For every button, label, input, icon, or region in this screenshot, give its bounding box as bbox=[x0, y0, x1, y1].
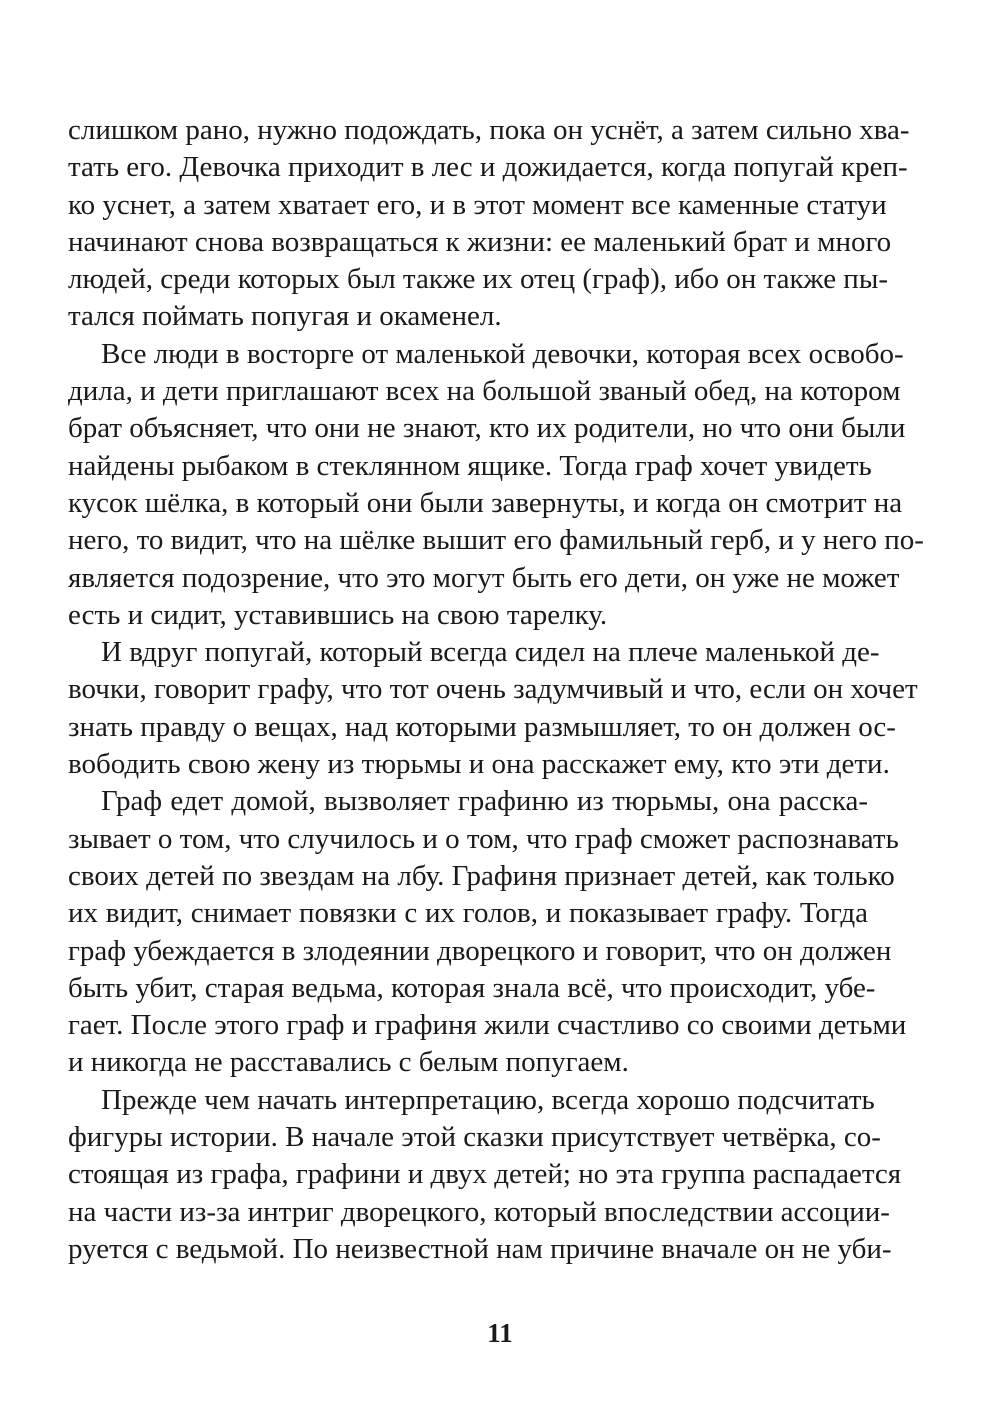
text-line: является подозрение, что это могут быть его дети, он уже не может bbox=[68, 561, 900, 594]
text-line: зывает о том, что случилось и о том, что граф сможет распознавать bbox=[68, 822, 899, 855]
text-line: Все люди в восторге от маленькой девочки, которая всех освобо- bbox=[101, 337, 904, 370]
text-line: гает. После этого граф и графиня жили счастливо со своими детьми bbox=[68, 1009, 907, 1042]
paragraph bbox=[68, 783, 907, 1081]
text-line: И вдруг попугай, который всегда сидел на плече маленькой де- bbox=[101, 636, 880, 669]
text-line: найдены рыбаком в стеклянном ящике. Тогда граф хочет увидеть bbox=[68, 449, 872, 482]
text-line: вочки, говорит графу, что тот очень задумчивый и что, если он хочет bbox=[68, 673, 918, 706]
text-line: Прежде чем начать интерпретацию, всегда хорошо подсчитать bbox=[101, 1083, 875, 1116]
text-line: фигуры истории. В начале этой сказки присутствует четвёрка, со- bbox=[68, 1121, 881, 1154]
paragraph bbox=[68, 336, 924, 634]
text-line: кусок шёлка, в который они были завернуты, и когда он смотрит на bbox=[68, 486, 903, 519]
body-text bbox=[68, 112, 924, 1268]
text-line: тался поймать попугая и окаменел. bbox=[68, 300, 502, 333]
text-line: есть и сидит, уставившись на свою тарелку. bbox=[68, 598, 608, 631]
text-line: ко уснет, а затем хватает его, и в этот момент все каменные статуи bbox=[68, 188, 887, 221]
text-line: на части из-за интриг дворецкого, который впоследствии ассоции- bbox=[68, 1195, 890, 1228]
text-line: граф убеждается в злодеянии дворецкого и говорит, что он должен bbox=[68, 934, 892, 967]
text-line: своих детей по звездам на лбу. Графиня признает детей, как только bbox=[68, 859, 895, 892]
page-number: 11 bbox=[487, 1318, 513, 1348]
paragraph bbox=[68, 1082, 902, 1268]
text-line: дила, и дети приглашают всех на большой званый обед, на котором bbox=[68, 375, 901, 408]
text-line: тать его. Девочка приходит в лес и дожидается, когда попугай креп- bbox=[68, 151, 908, 184]
text-line: и никогда не расставались с белым попугаем. bbox=[68, 1046, 629, 1079]
text-line: него, то видит, что на шёлке вышит его фамильный герб, и у него по- bbox=[68, 524, 924, 557]
text-line: стоящая из графа, графини и двух детей; но эта группа распадается bbox=[68, 1158, 902, 1191]
text-line: слишком рано, нужно подождать, пока он уснёт, а затем сильно хва- bbox=[68, 114, 910, 146]
text-line: их видит, снимает повязки с их голов, и показывает графу. Тогда bbox=[68, 897, 868, 930]
text-line: Граф едет домой, вызволяет графиню из тюрьмы, она расска- bbox=[101, 785, 868, 818]
text-line: вободить свою жену из тюрьмы и она расскажет ему, кто эти дети. bbox=[68, 748, 890, 781]
text-line: знать правду о вещах, над которыми размышляет, то он должен ос- bbox=[68, 710, 896, 743]
text-line: быть убит, старая ведьма, которая знала всё, что происходит, убе- bbox=[68, 971, 876, 1004]
text-line: руется с ведьмой. По неизвестной нам причине вначале он не уби- bbox=[68, 1232, 892, 1265]
paragraph bbox=[68, 634, 918, 783]
paragraph bbox=[68, 112, 910, 336]
text-line: брат объясняет, что они не знают, кто их родители, но что они были bbox=[68, 412, 906, 445]
text-line: начинают снова возвращаться к жизни: ее маленький брат и много bbox=[68, 225, 892, 258]
text-line: людей, среди которых был также их отец (граф), ибо он также пы- bbox=[68, 263, 888, 296]
